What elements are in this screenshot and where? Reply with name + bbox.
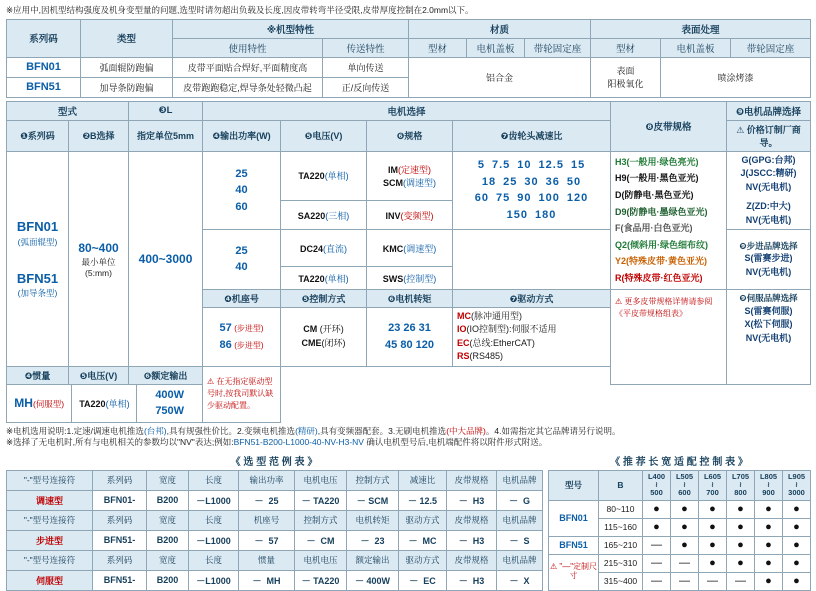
ex-r3-c7: － EC <box>399 570 447 590</box>
th-brand-note: ⚠ 价格订制厂商导。 <box>727 120 811 151</box>
th-rated: ❻额定输出 <box>129 366 203 384</box>
recommend-table-title: 《 推 荐 长 宽 适 配 控 制 表 》 <box>610 456 748 468</box>
th-c1: ❶系列码 <box>7 120 69 151</box>
power-60a: 60 <box>235 200 248 213</box>
rec-r3-c5: ● <box>755 536 783 554</box>
rec-b-3: 165~210 <box>599 536 643 554</box>
ex-h4-b: 机座号 <box>239 510 295 530</box>
ex-h2-b: 宽度 <box>147 510 189 530</box>
row-transfer-bfn51: 正/反向传送 <box>323 77 409 97</box>
ex-h7-a: 减速比 <box>399 470 447 490</box>
rec-r2-c1: ● <box>643 518 671 536</box>
rec-r1-c5: ● <box>755 500 783 518</box>
note-2: ※选择了无电机时,所有与电机相关的参数均以"NV"表达;例如:BFN51-B200-L1000-40-NV-H3-NV 确认电机型号后,电机端配件将以附件形式附送。 <box>6 437 548 448</box>
rec-h-l3: L605 ≀ 700 <box>699 470 727 500</box>
belt-f: F(食品用·白色亚光) <box>615 223 693 234</box>
th-volt2: ❺电压(V) <box>69 366 129 384</box>
rec-r4-c6: ● <box>783 554 811 572</box>
rated-750w: 750W <box>155 405 185 418</box>
series-code-1-sub: (弧面辊型) <box>17 236 58 247</box>
ctrl-values: CM (开环) CME(闭环) <box>281 307 367 366</box>
spec-im-scm: IM(定速型) SCM(调速型) <box>367 151 453 201</box>
power-25a: 25 <box>235 167 248 180</box>
ex-r1-c9: － G <box>497 490 543 510</box>
servo-brand-x: X(松下伺服) <box>744 319 793 329</box>
th-machine-chars: ※机型特性 <box>173 19 409 38</box>
rec-b-5: 315~400 <box>599 572 643 590</box>
rec-r2-c4: ● <box>727 518 755 536</box>
rec-model-2: BFN51 <box>549 536 599 554</box>
th-c5: ❺电压(V) <box>281 120 367 151</box>
example-table-title: 《 选 型 范 例 表 》 <box>230 456 318 468</box>
row-type-bfn01: 弧面辊防跑偏 <box>81 57 173 77</box>
ex-r3-c3: －L1000 <box>189 570 239 590</box>
rec-r4-c3: ● <box>699 554 727 572</box>
rec-h-l2: L505 ≀ 600 <box>671 470 699 500</box>
ex-h4-c: 惯量 <box>239 550 295 570</box>
th-style: 型式 <box>7 101 129 120</box>
rec-h-l1: L400 ≀ 500 <box>643 470 671 500</box>
rec-r4-c4: ● <box>727 554 755 572</box>
ex-h2-a: 宽度 <box>147 470 189 490</box>
belt-note-cell <box>611 289 727 384</box>
belt-h9: H9(一般用·黑色亚光) <box>615 173 699 184</box>
th-drive-mode: ❼驱动方式 <box>453 289 611 307</box>
rec-r4-c1: — <box>643 554 671 572</box>
rec-r5-c2: — <box>671 572 699 590</box>
power-40b: 40 <box>235 261 248 274</box>
frame-values: 57 (步进型) 86 (步进型) <box>203 307 281 366</box>
ex-h8-c: 皮带规格 <box>447 550 497 570</box>
power-40a: 40 <box>235 184 248 197</box>
th-length: ❸L <box>129 101 203 120</box>
ex-row-label-1: 调速型 <box>7 490 93 510</box>
rec-r4-c5: ● <box>755 554 783 572</box>
th-motor-select: 电机选择 <box>203 101 611 120</box>
volt-ta220-1: TA220(单相) <box>281 151 367 201</box>
rec-model-1: BFN01 <box>549 500 599 536</box>
ex-r1-c2: B200 <box>147 490 189 510</box>
belt-h3: H3(一般用·绿色亮光) <box>615 156 699 167</box>
th-mat-belt-seat: 带轮固定座 <box>525 38 591 57</box>
note-1: ※电机选用说明:1.定速/调速电机推选(台邦),具有规强性价比。2.变频电机推选(精研),具有变频器配套。3.无刷电机推选(中大品牌)。4.如需指定其它品牌请另行说明。 <box>6 425 621 436</box>
power-group-1 <box>203 151 281 230</box>
ex-r2-c3: －L1000 <box>189 530 239 550</box>
volt-sa220: SA220(三相) <box>281 201 367 230</box>
ex-r2-c4: － 57 <box>239 530 295 550</box>
ex-r2-c1: BFN51- <box>93 530 147 550</box>
ex-r1-c7: － 12.5 <box>399 490 447 510</box>
rec-r2-c2: ● <box>671 518 699 536</box>
rec-r3-c6: ● <box>783 536 811 554</box>
rec-note: ⚠ "—"定制尺寸 <box>549 554 599 590</box>
rec-r2-c3: ● <box>699 518 727 536</box>
rec-b-1: 80~110 <box>599 500 643 518</box>
rec-h-b: B <box>599 470 643 500</box>
th-surf-cover: 电机盖板 <box>661 38 731 57</box>
th-motor-torque: ❻电机转矩 <box>367 289 453 307</box>
rec-h-l5: L805 ≀ 900 <box>755 470 783 500</box>
ex-r1-c6: － SCM <box>347 490 399 510</box>
brand-j: J(JSCC:精研) <box>740 168 797 179</box>
rec-h-model: 型号 <box>549 470 599 500</box>
th-frame-no: ❹机座号 <box>203 289 281 307</box>
ex-h2-c: 宽度 <box>147 550 189 570</box>
torque-row1: 23 26 31 <box>388 322 431 335</box>
series-code-cell <box>7 151 69 366</box>
spec-sws: SWS(控制型) <box>367 267 453 289</box>
brand-nv2: NV(无电机) <box>745 214 792 225</box>
ex-h8-a: 皮带规格 <box>447 470 497 490</box>
ex-r2-c6: － 23 <box>347 530 399 550</box>
motor-brand-cell <box>727 151 811 230</box>
step-brand-s: S(雷赛步进) <box>744 253 793 264</box>
ratio-cell: 5 7.5 10 12.5 15 18 25 30 36 50 60 75 90 100 120 150 180 <box>453 151 611 230</box>
ex-h1-b: 系列码 <box>93 510 147 530</box>
servo-brand-cell <box>727 289 811 384</box>
volt-dc24: DC24(直流) <box>281 230 367 267</box>
ex-r1-c5: － TA220 <box>295 490 347 510</box>
th-c6: ❻规格 <box>367 120 453 151</box>
rec-r2-c5: ● <box>755 518 783 536</box>
series-code-2-sub: (加导条型) <box>17 288 58 299</box>
ex-row-label-3: 伺服型 <box>7 570 93 590</box>
th-c3: 指定单位5mm <box>129 120 203 151</box>
brand-nv1: NV(无电机) <box>745 181 792 192</box>
th-ctrl-mode: ❺控制方式 <box>281 289 367 307</box>
ex-r3-c2: B200 <box>147 570 189 590</box>
torque-values <box>367 307 453 366</box>
rec-r2-c6: ● <box>783 518 811 536</box>
rec-r3-c3: ● <box>699 536 727 554</box>
ex-r2-c9: － S <box>497 530 543 550</box>
row-material: 铝合金 <box>409 57 591 97</box>
row-code-bfn51: BFN51 <box>7 77 81 97</box>
rec-r3-c4: ● <box>727 536 755 554</box>
rec-r5-c6: ● <box>783 572 811 590</box>
belt-d: D(防静电·黑色亚光) <box>615 189 694 200</box>
belt-note: ⚠ 更多皮带规格详情请参阅《平皮带规格组表》 <box>615 296 713 318</box>
th-c4: ❹输出功率(W) <box>203 120 281 151</box>
th-c7: ❼齿轮头减速比 <box>453 120 611 151</box>
row-surface-profile: 表面 阳极氧化 <box>591 57 661 97</box>
ex-r2-c5: － CM <box>295 530 347 550</box>
ex-h5-a: 电机电压 <box>295 470 347 490</box>
ex-h9-a: 电机品牌 <box>497 470 543 490</box>
ex-h8-b: 皮带规格 <box>447 510 497 530</box>
drive-values: MC(脉冲通用型) IO(IO控制型):伺服不适用 EC(总线:EtherCAT) RS(RS485) <box>453 307 611 366</box>
ex-h3-a: 长度 <box>189 470 239 490</box>
ex-r1-c1: BFN01- <box>93 490 147 510</box>
b-range-cell <box>69 151 129 366</box>
th-type: 类型 <box>81 19 173 57</box>
ex-h3-b: 长度 <box>189 510 239 530</box>
b-note-1: 最小单位 <box>81 256 116 267</box>
servo-brand-nv: NV(无电机) <box>745 332 792 343</box>
rec-r5-c4: — <box>727 572 755 590</box>
l-range-cell <box>129 151 203 366</box>
inertia-mh: MH <box>14 396 33 411</box>
ex-r1-c4: － 25 <box>239 490 295 510</box>
ex-r3-c1: BFN51- <box>93 570 147 590</box>
b-note-2: (5:mm) <box>85 267 112 278</box>
rec-r5-c3: — <box>699 572 727 590</box>
th-inertia: ❹惯量 <box>7 366 69 384</box>
rec-h-l6: L905 ≀ 3000 <box>783 470 811 500</box>
th-motor-brand: ❾电机品牌选择 <box>727 101 811 120</box>
ex-h5-b: 控制方式 <box>295 510 347 530</box>
example-table <box>6 470 543 591</box>
rated-400w: 400W <box>155 388 185 401</box>
rec-r5-c1: — <box>643 572 671 590</box>
servo-brand-s: S(雷赛伺服) <box>744 305 793 316</box>
series-code-1: BFN01 <box>16 219 59 235</box>
row-transfer-bfn01: 单向传送 <box>323 57 409 77</box>
rec-r1-c3: ● <box>699 500 727 518</box>
brand-z: Z(ZD:中大) <box>746 201 791 212</box>
th-surf-belt-seat: 带轮固定座 <box>731 38 811 57</box>
drive-warn: ⚠ 在无指定驱动型号时,按我司默认缺少驱动配置。 <box>207 377 274 411</box>
rec-h-l4: L705 ≀ 800 <box>727 470 755 500</box>
drive-warn-cell <box>203 366 281 422</box>
ratio-cell-2 <box>453 230 611 290</box>
torque-row2: 45 80 120 <box>385 338 434 351</box>
th-belt-spec: ❽皮带规格 <box>611 101 727 151</box>
th-c2: ❷B选择 <box>69 120 129 151</box>
ex-r3-c9: － X <box>497 570 543 590</box>
specification-table <box>6 19 811 98</box>
ex-h7-c: 驱动方式 <box>399 550 447 570</box>
ex-r1-c3: －L1000 <box>189 490 239 510</box>
ex-h0-b: "-"型号连接符 <box>7 510 93 530</box>
spec-kmc: KMC(调速型) <box>367 230 453 267</box>
ex-r3-c6: － 400W <box>347 570 399 590</box>
top-note: ※应用中,因机型结构强度及机身变型量的问题,选型时请勿超出负载及长度,因皮带转弯半径受限,皮带厚度控制在2.0mm以下。 <box>6 5 474 15</box>
belt-q2: Q2(倾斜用·绿色细布纹) <box>615 239 709 250</box>
rec-r1-c1: ● <box>643 500 671 518</box>
th-mat-cover: 电机盖板 <box>467 38 525 57</box>
step-brand-cell <box>727 230 811 290</box>
model-selection-table: 型式 ❸L 电机选择 ❽皮带规格 ❾电机品牌选择 ❶系列码 ❷B选择 指定单位5mm ❹输出功率(W) ❺电压(V) ❻规格 ❼齿轮头减速比 ⚠ 价格订制厂商导。 BFN01 (弧面辊型) BFN51 (加导条型) 80~400 最小单位 (5:mm) 400~3000 25 40 60 TA220(单相) IM(定速型) SCM(调速型) 5 7.5 10 12.5 15 18 25 30 36 50 60 75 90 100 120 150 180 H3(一般用·绿色亮光) H9(一般用·黑色亚光) D(防静电·黑色亚光) D9(防静电·墨绿色亚光) F(食品用·白色亚光) Q2(倾斜用·绿色细布纹) Y2(特殊皮带·黄色亚光) R(特殊皮带·红色亚光) G(GPG:台邦) J(JSCC:精研) NV(无电机) Z(ZD:中大) NV(无电机) SA220(三相) INV(变频型) 25 40 DC24(直流) KMC(调速型) ❾步进品牌选择 S(雷赛步进) NV(无电机) TA220(单相) SWS(控制型) ❹机座号 ❺控制方式 ❻电机转矩 ❼驱动方式 ⚠ 更多皮带规格详情请参阅《平皮带规格组表》 ❾伺服品牌选择 S(雷赛伺服) X(松下伺服) NV(无电机) 57 (步进型) 86 (步进型) CM (开环) CME(闭环) 23 26 31 45 80 120 MC(脉冲通用型) IO(IO控制型):伺服不适用 EC(总线:EtherCAT) RS(RS485) ❹惯量 ❺电压(V) ❻额定输出 ⚠ 在无指定驱动型号时,按我司默认缺少驱动配置。 MH(伺服型) TA220(单相) 400W 750W <box>6 101 811 423</box>
recommend-table <box>548 470 811 591</box>
belt-y2: Y2(特殊皮带·黄色亚光) <box>615 256 708 267</box>
th-transfer-chars: 传送特性 <box>323 38 409 57</box>
ex-h6-c: 额定输出 <box>347 550 399 570</box>
l-range: 400~3000 <box>138 251 193 266</box>
b-range: 80~400 <box>78 240 119 255</box>
rec-b-2: 115~160 <box>599 518 643 536</box>
ex-r3-c5: － TA220 <box>295 570 347 590</box>
rec-r4-c2: — <box>671 554 699 572</box>
th-mat-profile: 型材 <box>409 38 467 57</box>
power-group-2 <box>203 230 281 290</box>
rec-b-4: 215~310 <box>599 554 643 572</box>
ex-h1-a: 系列码 <box>93 470 147 490</box>
th-use-chars: 使用特性 <box>173 38 323 57</box>
belt-d9: D9(防静电·墨绿色亚光) <box>615 206 708 217</box>
ex-h1-c: 系列码 <box>93 550 147 570</box>
ex-r3-c4: － MH <box>239 570 295 590</box>
ex-h9-c: 电机品牌 <box>497 550 543 570</box>
row-use-bfn51: 皮带跑跑稳定,焊导条处轻微凸起 <box>173 77 323 97</box>
step-brand-nv: NV(无电机) <box>745 266 792 277</box>
ex-h4-a: 输出功率 <box>239 470 295 490</box>
rec-r1-c2: ● <box>671 500 699 518</box>
rec-r3-c1: — <box>643 536 671 554</box>
ex-h7-b: 驱动方式 <box>399 510 447 530</box>
row-type-bfn51: 加导条防跑偏 <box>81 77 173 97</box>
step-brand-title: ❾步进品牌选择 <box>739 240 798 251</box>
brand-g: G(GPG:台邦) <box>741 154 796 165</box>
ex-row-label-2: 步进型 <box>7 530 93 550</box>
th-surface: 表面处理 <box>591 19 811 38</box>
ex-r3-c8: － H3 <box>447 570 497 590</box>
ex-h6-a: 控制方式 <box>347 470 399 490</box>
th-series-code: 系列码 <box>7 19 81 57</box>
th-surf-profile: 型材 <box>591 38 661 57</box>
belt-spec-cell <box>611 151 727 289</box>
belt-r: R(特殊皮带·红色亚光) <box>615 273 703 284</box>
series-code-2: BFN51 <box>16 270 59 286</box>
spec-inv: INV(变频型) <box>367 201 453 230</box>
rec-r1-c6: ● <box>783 500 811 518</box>
volt-ta220-2: TA220(单相) <box>281 267 367 289</box>
rec-r3-c2: ● <box>671 536 699 554</box>
rec-r1-c4: ● <box>727 500 755 518</box>
ex-r1-c8: － H3 <box>447 490 497 510</box>
ex-r2-c8: － H3 <box>447 530 497 550</box>
ex-h0-a: "-"型号连接符 <box>7 470 93 490</box>
ex-h3-c: 长度 <box>189 550 239 570</box>
ex-h5-c: 电机电压 <box>295 550 347 570</box>
rec-r5-c5: ● <box>755 572 783 590</box>
ex-h9-b: 电机品牌 <box>497 510 543 530</box>
row-surface-rest: 喷涂烤漆 <box>661 57 811 97</box>
ex-h6-b: 电机转矩 <box>347 510 399 530</box>
row-use-bfn01: 皮带平面贴合焊好,平面精度高 <box>173 57 323 77</box>
row-code-bfn01: BFN01 <box>7 57 81 77</box>
servo-brand-title: ❾伺服品牌选择 <box>739 292 798 303</box>
power-25b: 25 <box>235 244 248 257</box>
ex-h0-c: "-"型号连接符 <box>7 550 93 570</box>
th-material: 材质 <box>409 19 591 38</box>
ex-r2-c7: － MC <box>399 530 447 550</box>
ex-r2-c2: B200 <box>147 530 189 550</box>
